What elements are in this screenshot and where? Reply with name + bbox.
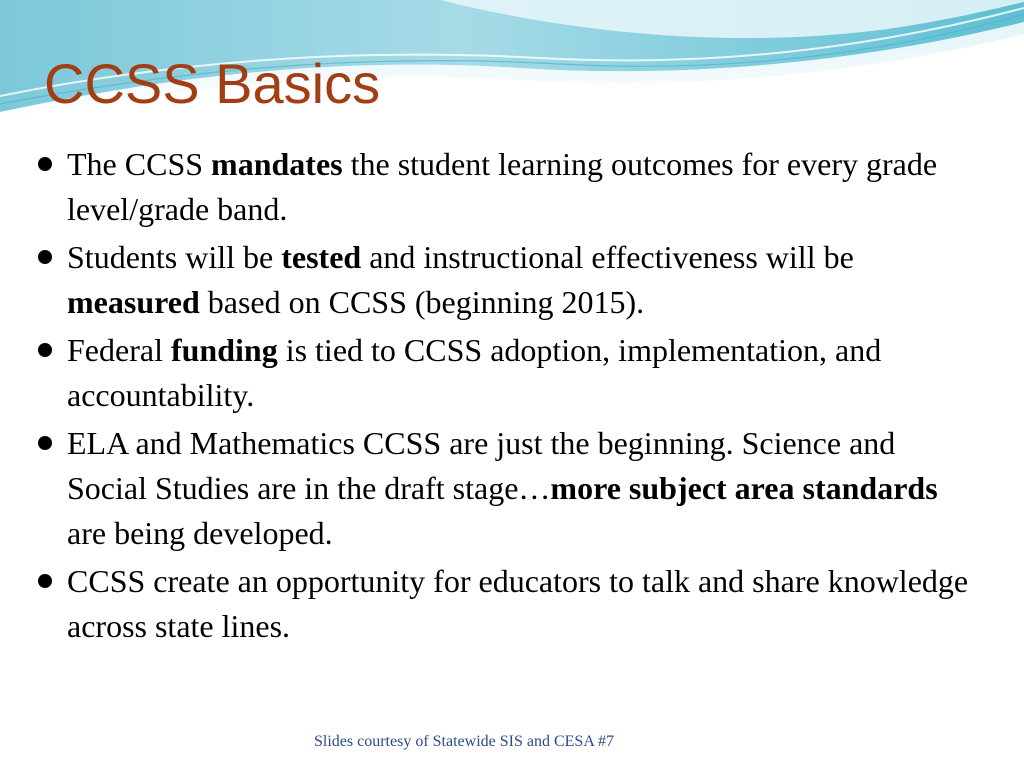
slide-title: CCSS Basics	[44, 52, 381, 115]
bullet-item	[36, 328, 976, 418]
bullet-text: based on CCSS (beginning 2015).	[199, 284, 645, 320]
bullet-dot-icon	[38, 574, 52, 588]
bullet-dot-icon	[38, 343, 52, 357]
bullet-emphasis: tested	[281, 239, 362, 275]
bullet-item	[36, 421, 976, 556]
bullet-list	[36, 142, 976, 652]
bullet-emphasis: measured	[67, 284, 200, 320]
bullet-text: the student learning outcomes for every grade level/grade band.	[67, 146, 938, 227]
bullet-text: ELA and Mathematics CCSS are just the beginning. Science and Social Studies are in the draft stage…	[67, 425, 896, 506]
footer-credit: Slides courtesy of Statewide SIS and CESA #7	[314, 733, 614, 750]
bullet-item	[36, 142, 976, 232]
bullet-item	[36, 559, 976, 649]
bullet-text: and instructional effectiveness will be	[361, 239, 854, 275]
bullet-item	[36, 235, 976, 325]
bullet-text: is tied to CCSS adoption, implementation, and accountability.	[67, 332, 882, 413]
bullet-text: Students will be	[67, 239, 282, 275]
bullet-text: Federal	[67, 332, 171, 368]
bullet-dot-icon	[38, 250, 52, 264]
bullet-emphasis: funding	[170, 332, 278, 368]
bullet-text: The CCSS	[67, 146, 212, 182]
bullet-dot-icon	[38, 436, 52, 450]
bullet-emphasis: more subject area standards	[550, 470, 938, 506]
bullet-dot-icon	[38, 157, 52, 171]
bullet-text: CCSS create an opportunity for educators to talk and share knowledge across state lines.	[67, 563, 969, 644]
bullet-text: are being developed.	[67, 515, 333, 551]
bullet-emphasis: mandates	[211, 146, 343, 182]
